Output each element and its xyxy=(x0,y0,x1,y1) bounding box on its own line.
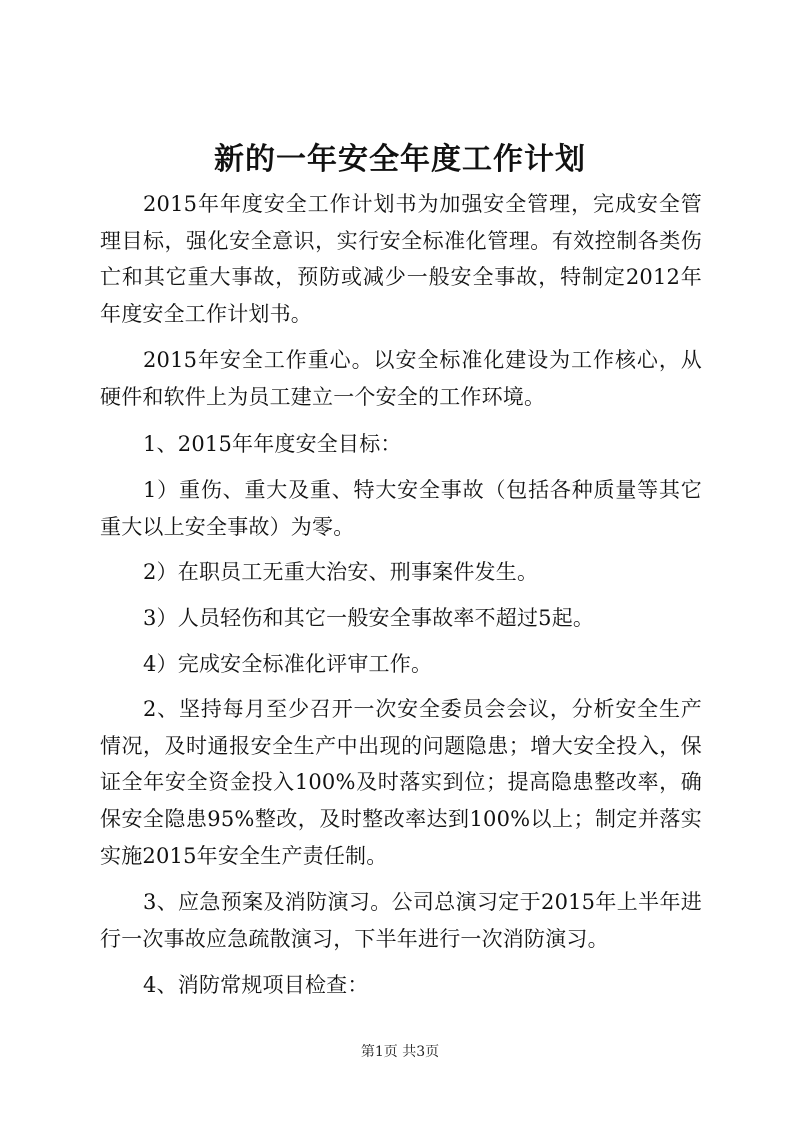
paragraph-drills: 3、应急预案及消防演习。公司总演习定于2015年上半年进行一次事故应急疏散演习，下半年进行一次消防演习。 xyxy=(100,890,702,951)
paragraph-goal-1: 1）重伤、重大及重、特大安全事故（包括各种质量等其它重大以上安全事故）为零。 xyxy=(100,478,702,539)
page-title: 新的一年安全年度工作计划 xyxy=(214,142,586,177)
document-body xyxy=(100,186,702,1004)
paragraph-goal-4: 4）完成安全标准化评审工作。 xyxy=(143,651,433,676)
paragraph-goal-3: 3）人员轻伤和其它一般安全事故率不超过5起。 xyxy=(143,605,595,630)
paragraph-committee: 2、坚持每月至少召开一次安全委员会会议，分析安全生产情况，及时通报安全生产中出现的问题隐患；增大安全投入，保证全年安全资金投入100%及时落实到位；提高隐患整改率，确保安全隐患95%整改，及时整改率达到100%以上；制定并落实实施2015年安全生产责任制。 xyxy=(100,697,702,868)
paragraph-goal-2: 2）在职员工无重大治安、刑事案件发生。 xyxy=(143,560,539,585)
paragraph-focus: 2015年安全工作重心。以安全标准化建设为工作核心，从硬件和软件上为员工建立一个安全的工作环境。 xyxy=(100,348,702,409)
paragraph-intro: 2015年年度安全工作计划书为加强安全管理，完成安全管理目标，强化安全意识，实行安全标准化管理。有效控制各类伤亡和其它重大事故，预防或减少一般安全事故，特制定2012年年度安全工作计划书。 xyxy=(100,192,702,326)
page-number: 第1页 共3页 xyxy=(360,1044,440,1060)
paragraph-goals-heading: 1、2015年年度安全目标： xyxy=(143,431,402,456)
paragraph-fire-check: 4、消防常规项目检查： xyxy=(143,973,369,998)
